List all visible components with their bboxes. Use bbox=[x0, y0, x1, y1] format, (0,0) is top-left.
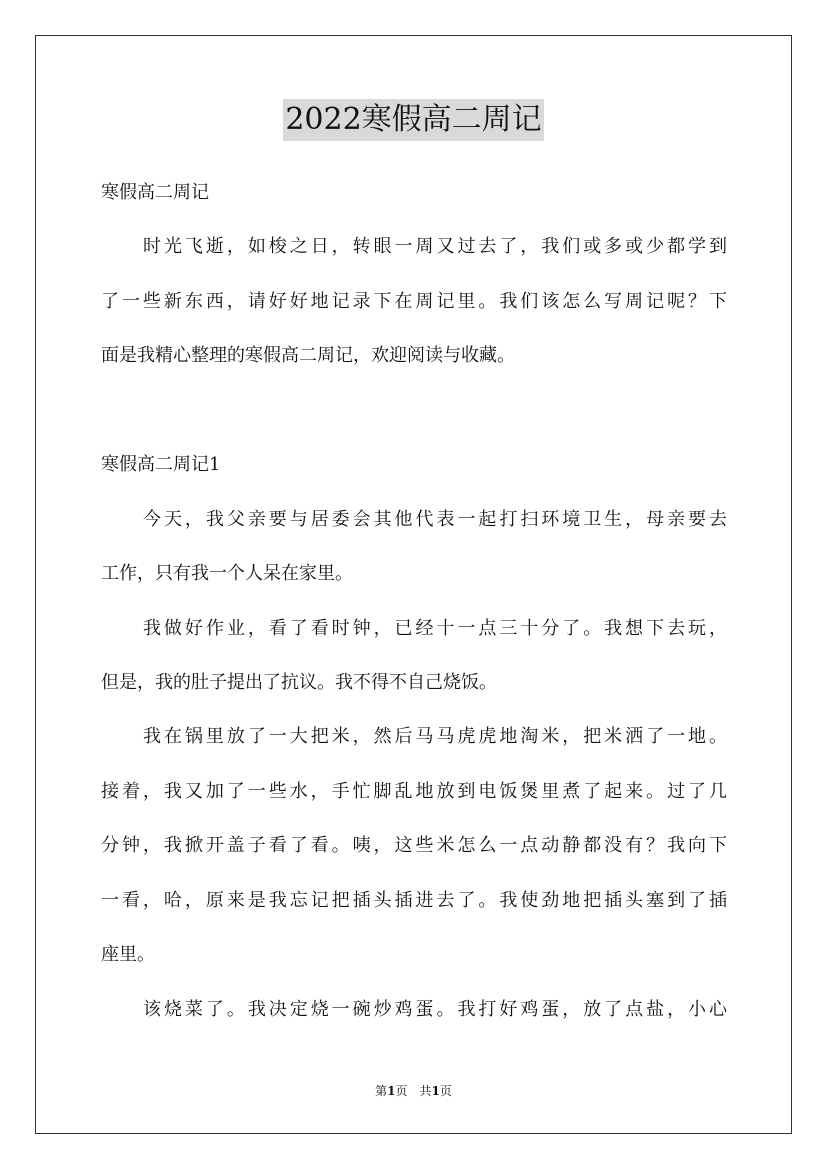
paragraph-line: 今天，我父亲要与居委会其他代表一起打扫环境卫生，母亲要去 bbox=[143, 509, 727, 530]
footer-total-suffix: 页 bbox=[439, 1084, 452, 1098]
section-heading: 寒假高二周记1 bbox=[101, 454, 221, 475]
paragraph-line: 我在锅里放了一大把米，然后马马虎虎地淘米，把米洒了一地。 bbox=[143, 726, 727, 747]
paragraph-line: 面是我精心整理的寒假高二周记，欢迎阅读与收藏。 bbox=[101, 345, 515, 366]
paragraph-line: 该烧菜了。我决定烧一碗炒鸡蛋。我打好鸡蛋，放了点盐，小心 bbox=[143, 999, 727, 1020]
paragraph-line: 一看，哈，原来是我忘记把插头插进去了。我使劲地把插头塞到了插 bbox=[101, 890, 727, 911]
paragraph-line: 了一些新东西，请好好地记录下在周记里。我们该怎么写周记呢？下 bbox=[101, 291, 727, 312]
footer-page-total: 1 bbox=[431, 1084, 440, 1098]
paragraph-line: 我做好作业，看了看时钟，已经十一点三十分了。我想下去玩， bbox=[143, 618, 727, 639]
paragraph-line: 座里。 bbox=[101, 944, 155, 965]
footer-page-suffix: 页 共 bbox=[395, 1084, 432, 1098]
paragraph-line: 工作，只有我一个人呆在家里。 bbox=[101, 563, 353, 584]
paragraph-line: 时光飞逝，如梭之日，转眼一周又过去了，我们或多或少都学到 bbox=[143, 236, 727, 257]
paragraph-line: 接着，我又加了一些水，手忙脚乱地放到电饭煲里煮了起来。过了几 bbox=[101, 781, 727, 802]
footer-page-prefix: 第 bbox=[375, 1084, 388, 1098]
title-wrap bbox=[0, 99, 827, 141]
page-footer bbox=[0, 1083, 827, 1099]
footer-page-number: 1 bbox=[387, 1084, 396, 1098]
paragraph-line: 分钟，我掀开盖子看了看。咦，这些米怎么一点动静都没有？我向下 bbox=[101, 835, 727, 856]
document-title: 2022寒假高二周记 bbox=[283, 99, 543, 141]
paragraph-line: 但是，我的肚子提出了抗议。我不得不自己烧饭。 bbox=[101, 672, 497, 693]
section-heading: 寒假高二周记 bbox=[101, 182, 209, 203]
